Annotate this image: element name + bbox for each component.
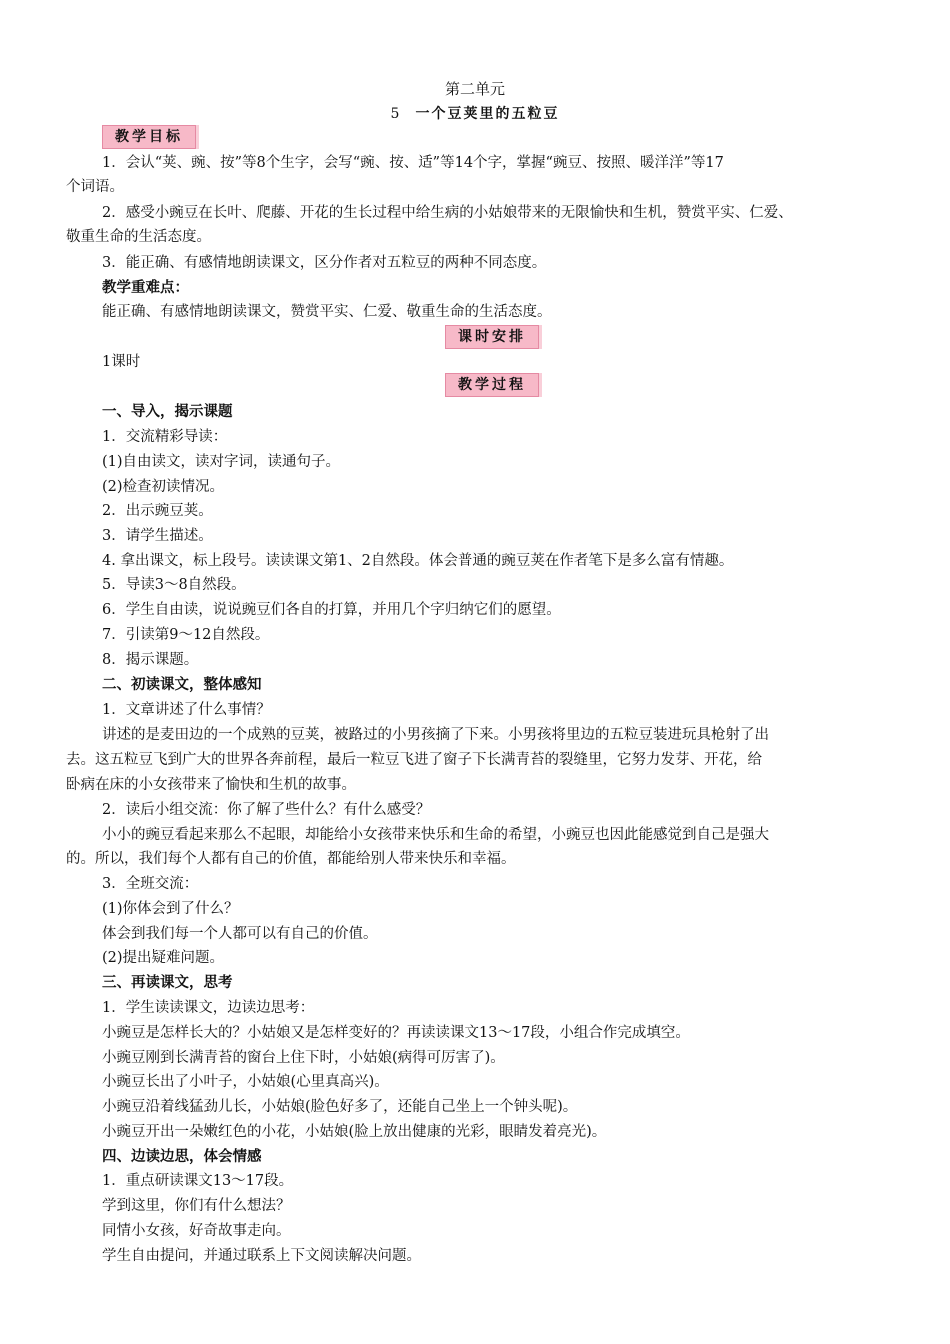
key-points-label: 教学重难点： — [102, 279, 189, 296]
text-line: 去。这五粒豆飞到广大的世界各奔前程，最后一粒豆飞进了窗子下长满青苔的裂缝里，它努力发芽、开花，给 — [66, 752, 762, 768]
text-line: 1．重点研读课文13～17段。 — [102, 1173, 294, 1189]
goal-2-line-b: 敬重生命的生活态度。 — [66, 229, 211, 245]
text-line: 2．读后小组交流：你了解了些什么？有什么感受？ — [102, 802, 431, 818]
lesson-title — [0, 103, 950, 123]
goal-2-line-a: 2．感受小豌豆在长叶、爬藤、开花的生长过程中给生病的小姑娘带来的无限愉快和生机，赞赏平实、仁爱、 — [102, 205, 793, 221]
text-line: 卧病在床的小女孩带来了愉快和生机的故事。 — [66, 777, 356, 793]
goal-1-line-a: 1．会认“荚、豌、按”等8个生字，会写“豌、按、适”等14个字，掌握“豌豆、按照、暖洋洋”等17 — [102, 155, 724, 171]
text-line: 5．导读3～8自然段。 — [102, 577, 246, 593]
text-line: (1)自由读文，读对字词，读通句子。 — [102, 454, 341, 470]
goal-3: 3．能正确、有感情地朗读课文，区分作者对五粒豆的两种不同态度。 — [102, 255, 547, 271]
key-points-text: 能正确、有感情地朗读课文，赞赏平实、仁爱、敬重生命的生活态度。 — [102, 304, 552, 320]
goals-badge: 教学目标 — [102, 125, 196, 149]
text-line: 学生自由提问，并通过联系上下文阅读解决问题。 — [102, 1248, 421, 1264]
text-line: 体会到我们每一个人都可以有自己的价值。 — [102, 926, 378, 942]
section-2-heading: 二、初读课文，整体感知 — [102, 676, 262, 693]
text-line: 小小的豌豆看起来那么不起眼，却能给小女孩带来快乐和生命的希望，小豌豆也因此能感觉到自己是强大 — [102, 827, 769, 843]
text-line: 小豌豆沿着线猛劲儿长，小姑娘(脸色好多了，还能自己坐上一个钟头呢)。 — [102, 1099, 578, 1115]
text-line: 同情小女孩，好奇故事走向。 — [102, 1223, 291, 1239]
text-line: 3．请学生描述。 — [102, 528, 213, 544]
text-line: 学到这里，你们有什么想法？ — [102, 1198, 291, 1214]
text-line: 小豌豆刚到长满青苔的窗台上住下时，小姑娘(病得可厉害了)。 — [102, 1050, 505, 1066]
text-line: (1)你体会到了什么？ — [102, 901, 239, 917]
text-line: 1．学生读读课文，边读边思考： — [102, 1000, 315, 1016]
text-line: 2．出示豌豆荚。 — [102, 503, 213, 519]
text-line: 1．文章讲述了什么事情？ — [102, 702, 271, 718]
schedule-text: 1课时 — [102, 354, 141, 370]
unit-title: 第二单元 — [444, 80, 505, 98]
text-line: 1．交流精彩导读： — [102, 429, 228, 445]
text-line: (2)提出疑难问题。 — [102, 950, 225, 966]
lesson-number: 5 — [390, 106, 402, 122]
goal-1-line-b: 个词语。 — [66, 179, 124, 195]
schedule-badge: 课时安排 — [445, 325, 539, 349]
text-line: 8．揭示课题。 — [102, 652, 199, 668]
text-line: 7．引读第9～12自然段。 — [102, 627, 270, 643]
section-4-heading: 四、边读边思，体会情感 — [102, 1148, 262, 1165]
text-line: 小豌豆长出了小叶子，小姑娘(心里真高兴)。 — [102, 1074, 389, 1090]
text-line: 的。所以，我们每个人都有自己的价值，都能给别人带来快乐和幸福。 — [66, 851, 516, 867]
lesson-name: 一个豆荚里的五粒豆 — [415, 106, 560, 122]
process-badge: 教学过程 — [445, 373, 539, 397]
text-line: (2)检查初读情况。 — [102, 479, 225, 495]
text-line: 小豌豆是怎样长大的？小姑娘又是怎样变好的？再读读课文13～17段，小组合作完成填空。 — [102, 1025, 690, 1041]
section-1-heading: 一、导入，揭示课题 — [102, 403, 233, 420]
text-line: 6．学生自由读，说说豌豆们各自的打算，并用几个字归纳它们的愿望。 — [102, 602, 561, 618]
text-line: 讲述的是麦田边的一个成熟的豆荚，被路过的小男孩摘了下来。小男孩将里边的五粒豆装进玩具枪射了出 — [102, 727, 769, 743]
text-line: 3．全班交流： — [102, 876, 199, 892]
text-line: 4. 拿出课文，标上段号。读读课文第1、2自然段。体会普通的豌豆荚在作者笔下是多么富有情趣。 — [102, 553, 734, 569]
section-3-heading: 三、再读课文，思考 — [102, 974, 233, 991]
text-line: 小豌豆开出一朵嫩红色的小花，小姑娘(脸上放出健康的光彩，眼睛发着亮光)。 — [102, 1124, 607, 1140]
